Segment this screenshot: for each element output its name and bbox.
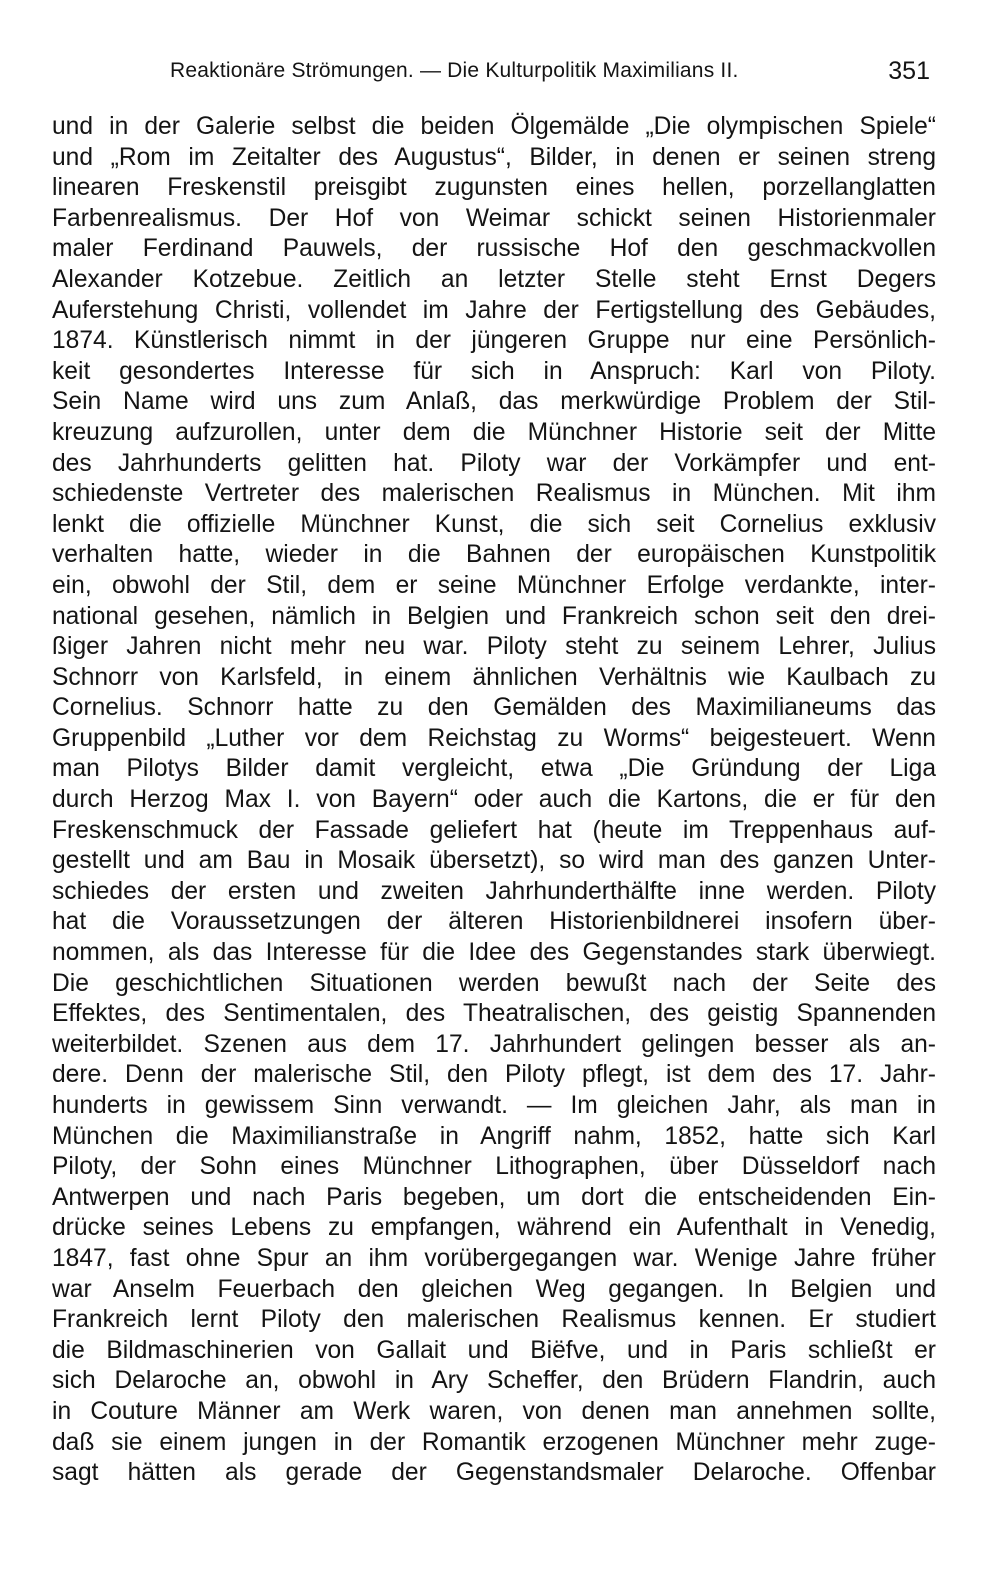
- text-line: drücke seines Lebens zu empfangen, während ein Aufenthalt in Venedig,: [52, 1214, 936, 1242]
- text-line: 1847, fast ohne Spur an ihm vorübergegangen war. Wenige Jahre früher: [52, 1244, 936, 1272]
- text-line: die Bildmaschinerien von Gallait und Biëfve, und in Paris schließt er: [52, 1336, 936, 1364]
- text-line: durch Herzog Max I. von Bayern“ oder auch die Kartons, die er für den: [52, 786, 936, 814]
- text-line: hunderts in gewissem Sinn verwandt. — Im gleichen Jahr, als man in: [52, 1092, 936, 1119]
- text-line: sich Delaroche an, obwohl in Ary Scheffer, den Brüdern Flandrin, auch: [52, 1367, 936, 1395]
- text-line: schiedes der ersten und zweiten Jahrhunderthälfte inne werden. Piloty: [52, 877, 936, 905]
- text-line: ßiger Jahren nicht mehr neu war. Piloty steht zu seinem Lehrer, Julius: [52, 633, 936, 661]
- text-line: Die geschichtlichen Situationen werden bewußt nach der Seite des: [52, 969, 936, 997]
- text-line: München die Maximilianstraße in Angriff nahm, 1852, hatte sich Karl: [52, 1122, 936, 1150]
- text-line: national gesehen, nämlich in Belgien und Frankreich schon seit den drei-: [52, 602, 936, 630]
- text-line: man Pilotys Bilder damit vergleicht, etwa „Die Gründung der Liga: [52, 755, 936, 783]
- running-title: Reaktionäre Strömungen. — Die Kulturpolitik Maximilians II.: [170, 59, 739, 82]
- text-line: war Anselm Feuerbach den gleichen Weg gegangen. In Belgien und: [52, 1275, 936, 1303]
- running-head: [170, 56, 930, 92]
- text-line: 1874. Künstlerisch nimmt in der jüngeren Gruppe nur eine Persönlich-: [52, 327, 936, 355]
- text-line: Farbenrealismus. Der Hof von Weimar schickt seinen Historienmaler: [52, 204, 936, 232]
- text-line: nommen, als das Interesse für die Idee des Gegenstandes stark überwiegt.: [52, 939, 936, 967]
- text-line: Freskenschmuck der Fassade geliefert hat (heute im Treppenhaus auf-: [52, 816, 936, 844]
- body-text: [52, 112, 936, 1522]
- text-line: maler Ferdinand Pauwels, der russische Hof den geschmackvollen: [52, 235, 936, 263]
- text-line: in Couture Männer am Werk waren, von denen man annehmen sollte,: [52, 1397, 936, 1425]
- text-line: Effektes, des Sentimentalen, des Theatralischen, des geistig Spannenden: [52, 1000, 936, 1028]
- text-line: lenkt die offizielle Münchner Kunst, die sich seit Cornelius exklusiv: [52, 510, 936, 538]
- text-line: und „Rom im Zeitalter des Augustus“, Bilder, in denen er seinen streng: [52, 143, 936, 171]
- text-line: Frankreich lernt Piloty den malerischen Realismus kennen. Er studiert: [52, 1306, 936, 1334]
- text-line: Sein Name wird uns zum Anlaß, das merkwürdige Problem der Stil-: [52, 388, 936, 416]
- text-line: des Jahrhunderts gelitten hat. Piloty war der Vorkämpfer und ent-: [52, 449, 936, 477]
- text-line: daß sie einem jungen in der Romantik erzogenen Münchner mehr zuge-: [52, 1428, 936, 1456]
- text-line: Gruppenbild „Luther vor dem Reichstag zu Worms“ beigesteuert. Wenn: [52, 724, 936, 752]
- text-line: kreuzung aufzurollen, unter dem die Münchner Historie seit der Mitte: [52, 418, 936, 446]
- text-line: und in der Galerie selbst die beiden Ölgemälde „Die olympischen Spiele“: [52, 113, 936, 140]
- text-line: hat die Voraussetzungen der älteren Historienbildnerei insofern über-: [52, 908, 936, 936]
- text-line: gestellt und am Bau in Mosaik übersetzt), so wird man des ganzen Unter-: [52, 847, 936, 875]
- text-line: Auferstehung Christi, vollendet im Jahre der Fertigstellung des Gebäudes,: [52, 296, 936, 324]
- text-line: schiedenste Vertreter des malerischen Realismus in München. Mit ihm: [52, 480, 936, 508]
- text-line: ein, obwohl der Stil, dem er seine Münchner Erfolge verdankte, inter-: [52, 571, 936, 599]
- page-number: 351: [888, 57, 930, 85]
- text-line: Schnorr von Karlsfeld, in einem ähnlichen Verhältnis wie Kaulbach zu: [52, 663, 936, 691]
- text-line: sagt hätten als gerade der Gegenstandsmaler Delaroche. Offenbar: [52, 1459, 936, 1487]
- text-line: Piloty, der Sohn eines Münchner Lithographen, über Düsseldorf nach: [52, 1153, 936, 1181]
- text-line: weiterbildet. Szenen aus dem 17. Jahrhundert gelingen besser als an-: [52, 1030, 936, 1058]
- text-line: verhalten hatte, wieder in die Bahnen der europäischen Kunstpolitik: [52, 541, 936, 569]
- text-line: Antwerpen und nach Paris begeben, um dort die entscheidenden Ein-: [52, 1183, 936, 1211]
- text-line: linearen Freskenstil preisgibt zugunsten eines hellen, porzellanglatten: [52, 174, 936, 202]
- text-line: Alexander Kotzebue. Zeitlich an letzter Stelle steht Ernst Degers: [52, 265, 936, 293]
- text-line: Cornelius. Schnorr hatte zu den Gemälden des Maximilianeums das: [52, 694, 936, 722]
- text-line: keit gesondertes Interesse für sich in Anspruch: Karl von Piloty.: [52, 357, 936, 385]
- text-line: dere. Denn der malerische Stil, den Piloty pflegt, ist dem des 17. Jahr-: [52, 1061, 936, 1089]
